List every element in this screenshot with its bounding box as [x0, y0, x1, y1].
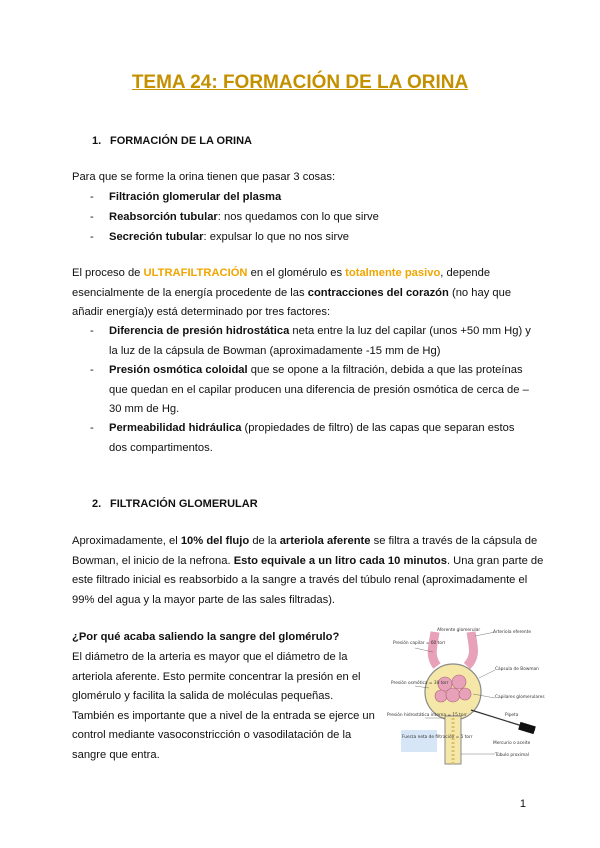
section-1-number: 1. — [92, 135, 102, 147]
label-tubulo-proximal: Túbulo proximal — [495, 753, 529, 758]
list-item-bold: Filtración glomerular del plasma — [109, 191, 282, 203]
bold-contracciones: contracciones del corazón — [307, 286, 449, 299]
list-item-text: : nos quedamos con lo que sirve — [217, 211, 379, 223]
paragraph-text: se filtra a través de la cápsula de Bowman, el inicio de la nefrona. — [72, 535, 538, 567]
pipette-tip — [518, 722, 536, 734]
label-fuerza-neta: Fuerza neta de filtración = 5 torr — [402, 735, 473, 740]
section-2-number: 2. — [92, 498, 102, 510]
factor-bold: Permeabilidad hidráulica — [109, 422, 242, 434]
list-item: - Secreción tubular: expulsar lo que no nos sirve — [90, 231, 350, 243]
page-number: 1 — [519, 798, 526, 810]
paragraph-text: (no hay que añadir energía)y está determinado por tres factores: — [72, 286, 512, 318]
capillary-loop — [459, 688, 471, 700]
label-presion-hidrostatica: Presión hidrostática interna = 15 torr — [387, 713, 467, 718]
factor-bold: Presión osmótica coloidal — [109, 364, 248, 376]
section-2-heading — [92, 498, 258, 510]
section-1-heading — [92, 135, 252, 147]
list-item: - Filtración glomerular del plasma — [90, 191, 282, 203]
question-heading: ¿Por qué acaba saliendo la sangre del glomérulo? — [72, 631, 340, 643]
arteriola-eferente-vessel — [467, 632, 474, 666]
section-2-title: FILTRACIÓN GLOMERULAR — [110, 498, 258, 510]
paragraph-text: Aproximadamente, el — [72, 535, 181, 547]
glomerulus-diagram — [385, 626, 547, 766]
glomerulus-svg — [385, 626, 547, 766]
question-answer: El diámetro de la arteria es mayor que el diámetro de la arteriola aferente. Esto permite concentrar la presión en el glomérulo y facilita la salida de moléculas pequeñas. También es importante que a nivel de la entrada se ejerce un control mediante vasoconstricción o vasodilatación de la sangre que entra. — [72, 651, 375, 761]
factor-item: - Diferencia de presión hidrostática neta entre la luz del capilar (unos +50 mm Hg) y la luz de la cápsula de Bowman (aproximadamente -15 mm de Hg) — [90, 325, 531, 357]
section-1-intro: Para que se forme la orina tienen que pasar 3 cosas: — [72, 171, 336, 183]
filtration-paragraph — [72, 532, 548, 610]
paragraph-text: de la — [249, 535, 280, 547]
list-item: - Reabsorción tubular: nos quedamos con lo que sirve — [90, 211, 379, 223]
label-capsula-bowman: Cápsula de Bowman — [495, 667, 539, 672]
factor-bold: Diferencia de presión hidrostática — [109, 325, 290, 337]
capillary-loop — [446, 688, 460, 702]
bold-10-flujo: 10% del flujo — [180, 535, 250, 547]
page-title: TEMA 24: FORMACIÓN DE LA ORINA — [131, 72, 469, 93]
paragraph-text: El proceso de — [72, 267, 144, 279]
arteriola-aferente-vessel — [432, 632, 437, 666]
paragraph-text: , depende esencialmente de la energía procedente de las — [72, 267, 491, 299]
capillary-loop — [452, 675, 466, 689]
highlight-ultrafiltracion: ULTRAFILTRACIÓN — [143, 267, 248, 279]
paragraph-text: en el glomérulo es — [247, 267, 346, 279]
factor-text: neta entre la luz del capilar (unos +50 mm Hg) y la luz de la cápsula de Bowman (aproximadamente -15 mm de Hg) — [109, 325, 531, 357]
label-mercurio: Mercurio o aceite — [493, 741, 531, 746]
factor-item: - Presión osmótica coloidal que se opone a la filtración, debida a que las proteínas que quedan en el capilar producen una diferencia de presión osmótica de cerca de –30 mm de Hg. — [90, 364, 529, 415]
list-item-bold: Secreción tubular — [109, 231, 204, 243]
factor-item: - Permeabilidad hidráulica (propiedades de filtro) de las capas que separan estos dos compartimentos. — [90, 422, 515, 454]
list-item-bold: Reabsorción tubular — [109, 211, 218, 223]
section-1-title: FORMACIÓN DE LA ORINA — [110, 135, 252, 147]
label-arteriola-eferente: Arteriola eferente — [493, 630, 531, 635]
label-top: Aferente glomerular — [437, 628, 481, 633]
highlight-totalmente-pasivo: totalmente pasivo — [345, 267, 441, 279]
paragraph-text: . Una gran parte de este filtrado inicial es reabsorbido a la sangre a través del túbulo renal (aproximadamente el 99% del agua y la mayor parte de las sales filtradas). — [72, 554, 544, 606]
label-presion-capilar: Presión capilar = 60 torr — [393, 641, 446, 646]
factor-text: que se opone a la filtración, debida a que las proteínas que quedan en el capilar producen una diferencia de presión osmótica de cerca de –30 mm de Hg. — [109, 364, 529, 415]
label-capilares: Capilares glomerulares — [495, 695, 545, 700]
bold-arteriola-aferente: arteriola aferente — [279, 535, 371, 547]
label-pipeta: Pipeta — [505, 713, 519, 718]
net-force-box — [401, 730, 437, 752]
bold-litro-10-minutos: Esto equivale a un litro cada 10 minutos — [233, 554, 447, 567]
factor-text: (propiedades de filtro) de las capas que separan estos dos compartimentos. — [109, 422, 515, 454]
list-item-text: : expulsar lo que no nos sirve — [203, 231, 350, 243]
ultrafiltration-paragraph — [72, 264, 542, 323]
capillary-loop — [435, 690, 447, 702]
label-presion-osmotica: Presión osmótica = 30 torr — [391, 681, 449, 686]
